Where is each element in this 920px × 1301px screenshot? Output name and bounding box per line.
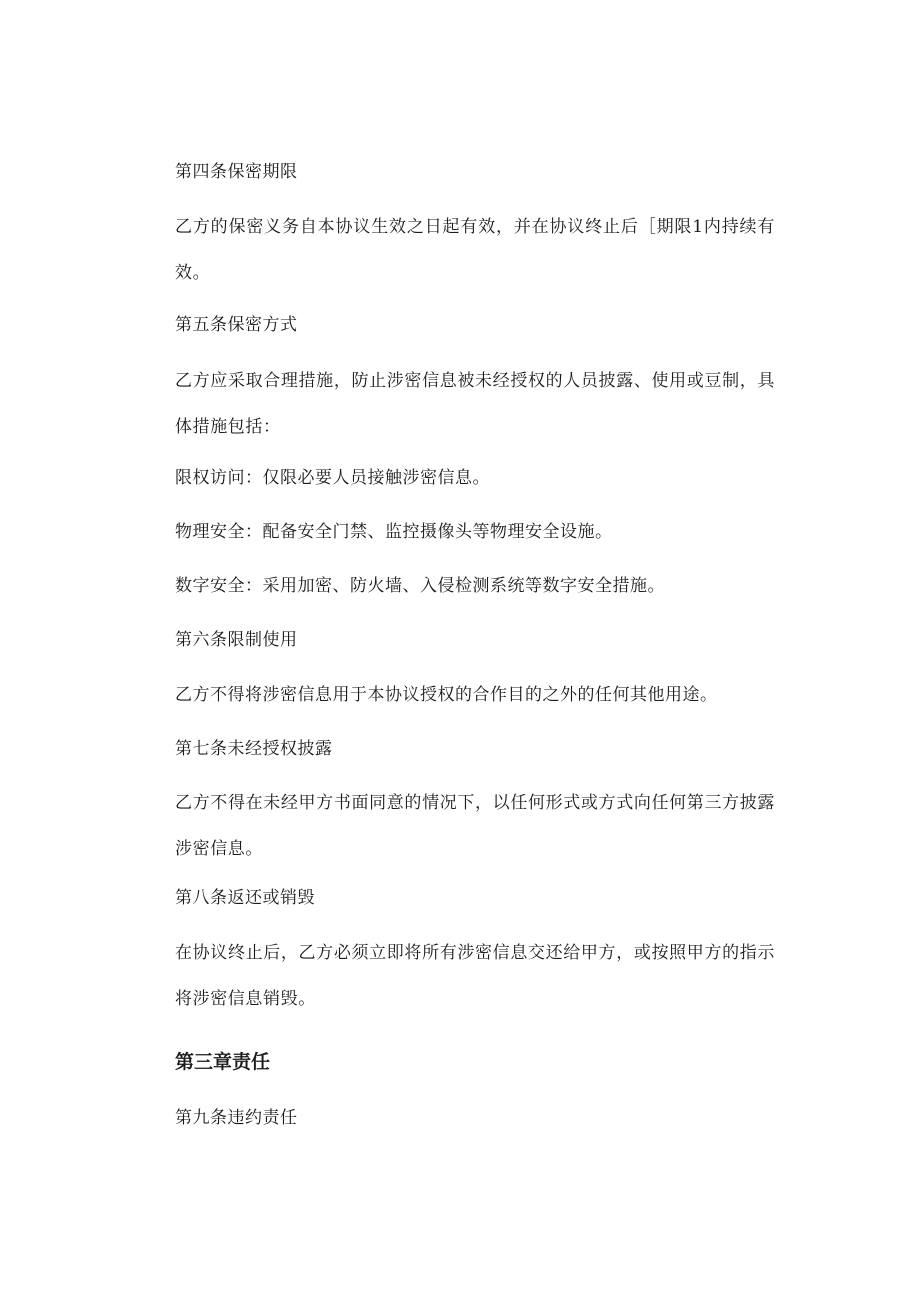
article-4-heading: 第四条保密期限 — [175, 162, 298, 182]
article-7-paragraph: 乙方不得在未经甲方书面同意的情况下，以任何形式或方式向任何第三方披露涉密信息。 — [175, 793, 775, 859]
measure-physical-security: 物理安全：配备安全门禁、监控摄像头等物理安全设施。 — [175, 522, 613, 542]
article-9-heading: 第九条违约责任 — [175, 1108, 298, 1128]
measure-access-control: 限权访问：仅限必要人员接触涉密信息。 — [175, 468, 490, 488]
article-8-paragraph: 在协议终止后，乙方必须立即将所有涉密信息交还给甲方，或按照甲方的指示将涉密信息销毁。 — [175, 943, 775, 1009]
article-7-heading: 第七条未经授权披露 — [175, 739, 333, 759]
chapter-3-title: 第三章责任 — [175, 1051, 271, 1073]
article-4-paragraph: 乙方的保密义务自本协议生效之日起有效，并在协议终止后［期限1内持续有效。 — [175, 217, 775, 283]
article-6-paragraph: 乙方不得将涉密信息用于本协议授权的合作目的之外的任何其他用途。 — [175, 685, 718, 705]
article-6-heading: 第六条限制使用 — [175, 630, 298, 650]
article-8-heading: 第八条返还或销毁 — [175, 888, 315, 908]
article-5-paragraph: 乙方应采取合理措施，防止涉密信息被未经授权的人员披露、使用或豆制，具体措施包括： — [175, 371, 775, 437]
article-5-heading: 第五条保密方式 — [175, 315, 298, 335]
measure-digital-security: 数字安全：采用加密、防火墙、入侵检测系统等数字安全措施。 — [175, 576, 665, 596]
